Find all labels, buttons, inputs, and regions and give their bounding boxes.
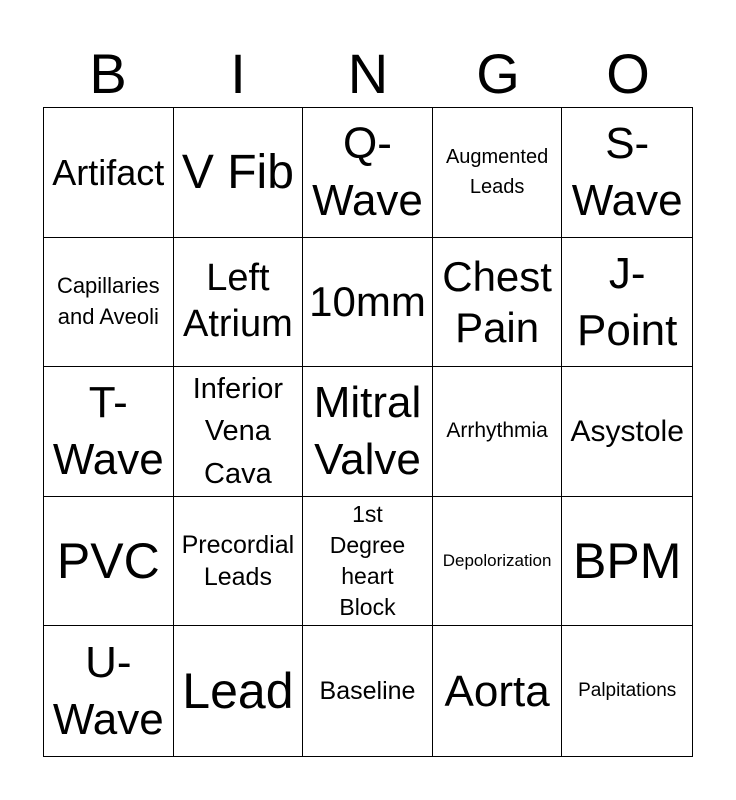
bingo-cell[interactable] (174, 367, 304, 497)
bingo-cell[interactable] (433, 626, 563, 756)
bingo-cell[interactable] (433, 108, 563, 238)
cell-label: Palpitations (578, 680, 677, 702)
header-letter-n: N (347, 42, 389, 105)
cell-label: Precordial Leads (181, 530, 295, 592)
cell-label: S- Wave (571, 119, 683, 226)
cell-label: Aorta (444, 666, 550, 716)
bingo-cell[interactable] (303, 238, 433, 368)
bingo-cell[interactable] (174, 626, 304, 756)
bingo-cell[interactable] (433, 367, 563, 497)
bingo-cell[interactable] (44, 497, 174, 627)
cell-label: 1st Degree heart Block (329, 501, 406, 621)
cell-label: Left Atrium (182, 257, 293, 345)
cell-label: Artifact (52, 151, 165, 193)
bingo-cell[interactable] (303, 108, 433, 238)
cell-label: PVC (56, 533, 160, 590)
bingo-cell[interactable] (174, 497, 304, 627)
cell-label: Augmented Leads (445, 146, 549, 199)
cell-label: Baseline (319, 676, 416, 705)
bingo-cell[interactable] (303, 497, 433, 627)
bingo-cell[interactable] (44, 238, 174, 368)
bingo-board (43, 107, 693, 757)
bingo-cell[interactable] (44, 626, 174, 756)
bingo-cell[interactable] (44, 367, 174, 497)
bingo-cell[interactable] (174, 108, 304, 238)
bingo-cell[interactable] (433, 238, 563, 368)
bingo-cell[interactable] (562, 367, 692, 497)
cell-label: Arrhythmia (446, 419, 548, 443)
cell-label: J- Point (577, 248, 678, 355)
bingo-cell[interactable] (562, 497, 692, 627)
cell-label: Depolorization (442, 550, 552, 570)
header-letter-i: I (230, 42, 246, 105)
cell-label: Asystole (570, 414, 684, 448)
cell-label: 10mm (309, 278, 426, 326)
cell-label: T- Wave (52, 378, 164, 485)
bingo-cell[interactable] (562, 108, 692, 238)
cell-label: Chest Pain (442, 252, 552, 351)
bingo-cell[interactable] (562, 626, 692, 756)
bingo-cell[interactable] (303, 626, 433, 756)
bingo-cell[interactable] (44, 108, 174, 238)
cell-label: BPM (573, 533, 682, 590)
bingo-cell[interactable] (303, 367, 433, 497)
cell-label: Lead (182, 663, 294, 720)
bingo-cell[interactable] (433, 497, 563, 627)
bingo-cell[interactable] (562, 238, 692, 368)
cell-label: V Fib (181, 145, 294, 199)
bingo-cell[interactable] (174, 238, 304, 368)
header-letter-g: G (476, 42, 520, 105)
cell-label: Capillaries and Aveoli (56, 273, 160, 329)
header-letter-o: O (606, 42, 650, 105)
bingo-header (43, 40, 693, 108)
header-letter-b: B (89, 42, 127, 105)
cell-label: Inferior Vena Cava (192, 373, 284, 490)
cell-label: Q- Wave (312, 119, 423, 226)
cell-label: Mitral Valve (313, 378, 422, 485)
cell-label: U- Wave (52, 638, 164, 745)
